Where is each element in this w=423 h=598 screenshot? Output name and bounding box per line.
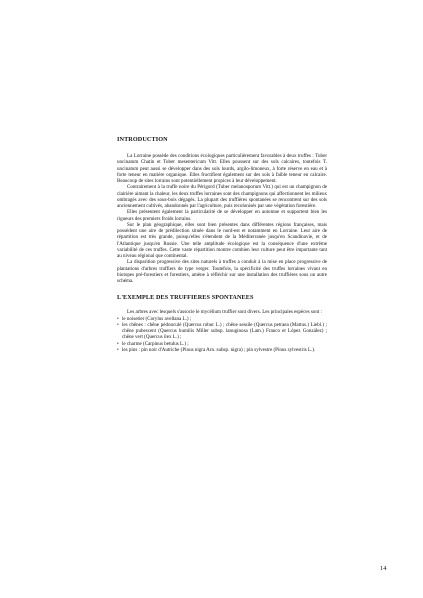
species-item-noisetier: • le noisetier (Corylus avellana L.) ; bbox=[117, 316, 327, 322]
species-item-charme: • le charme (Carpinus betulus L.) ; bbox=[117, 341, 327, 347]
intro-paragraph-3: Elles présentent également la particularité de se développer en automne et supportent bien les rigueurs des premiers froids lorrains. bbox=[117, 209, 327, 222]
species-list bbox=[117, 316, 327, 354]
heading-introduction: INTRODUCTION bbox=[117, 136, 168, 143]
intro-paragraph-1: La Lorraine possède des conditions écologiques particulièrement favorables à deux truffes : Tuber uncinatum Chatin et Tuber mesentericum Vitt. Elles poussent sur des sols calcaires, toutefois T. uncinatum peut aussi se développer dans des sols lourds, argilo-limoneux, à forte réserve en eau et à forte teneur en matière organique. Elles fructifient également sur des sols à faible teneur en calcaire. Beaucoup de sites lorrains sont potentiellement propices à leur développement. bbox=[117, 153, 327, 184]
page-body bbox=[117, 136, 327, 353]
species-item-pins: • les pins : pin noir d'Autriche (Pinus nigra Arn. subsp. nigra) ; pin sylvestre (Pinus sylvestris L.). bbox=[117, 347, 327, 353]
intro-paragraph-5: La disparition progressive des sites naturels à truffes a conduit à la mise en place progressive de plantations d'arbres truffiers de type verger. Toutefois, la spécificité des truffes lorraines vivant en biotopes pré-forestiers et forestiers, amène à réfléchir sur une installation des truffières sous un autre schéma. bbox=[117, 259, 327, 284]
page-number: 14 bbox=[380, 565, 387, 572]
species-intro: Les arbres avec lesquels s'associe le mycélium truffier sont divers. Les principales espèces sont : bbox=[127, 309, 322, 316]
heading-truffieres-spontanees: L'EXEMPLE DES TRUFFIERES SPONTANEES bbox=[117, 294, 254, 302]
intro-paragraph-2: Contrairement à la truffe noire du Périgord (Tuber melanosporum Vitt.) qui est un champignon de clairière aimant la chaleur, les deux truffes lorraines sont des champignons qui affectionnent les milieux ombragés avec des sous-bois dégagés. La plupart des truffières spontanées se rencontrent sur des sols anciennement cultivés, abandonnés par l'agriculture, puis recolonisés par une végétation forestière. bbox=[117, 184, 327, 209]
intro-paragraph-4: Sur le plan géographique, elles sont bien présentes dans différentes régions françaises, mais possèdent une aire de prédilection située dans le nord-est et notamment en Lorraine. Leur aire de répartition est très grande, puisqu'elles s'étendent de la Méditerranée jusqu'en Scandinavie, et de l'Atlantique jusqu'en Russie. Une telle amplitude écologique est la conséquence d'une extrême variabilité de ces truffes. Cette vaste répartition montre combien leur culture peut être importante tant au niveau régional que continental. bbox=[117, 221, 327, 259]
species-item-chenes: • les chênes : chêne pédonculé (Quercus robur L.) ; chêne sessile (Quercus petraea (Mattus.) Liebl.) ; chêne pubescent (Quercus humilis Miller subsp. lanuginosa (Lam.) Franco et López González) ; chêne vert (Quercus ilex L.) ; bbox=[117, 322, 327, 341]
